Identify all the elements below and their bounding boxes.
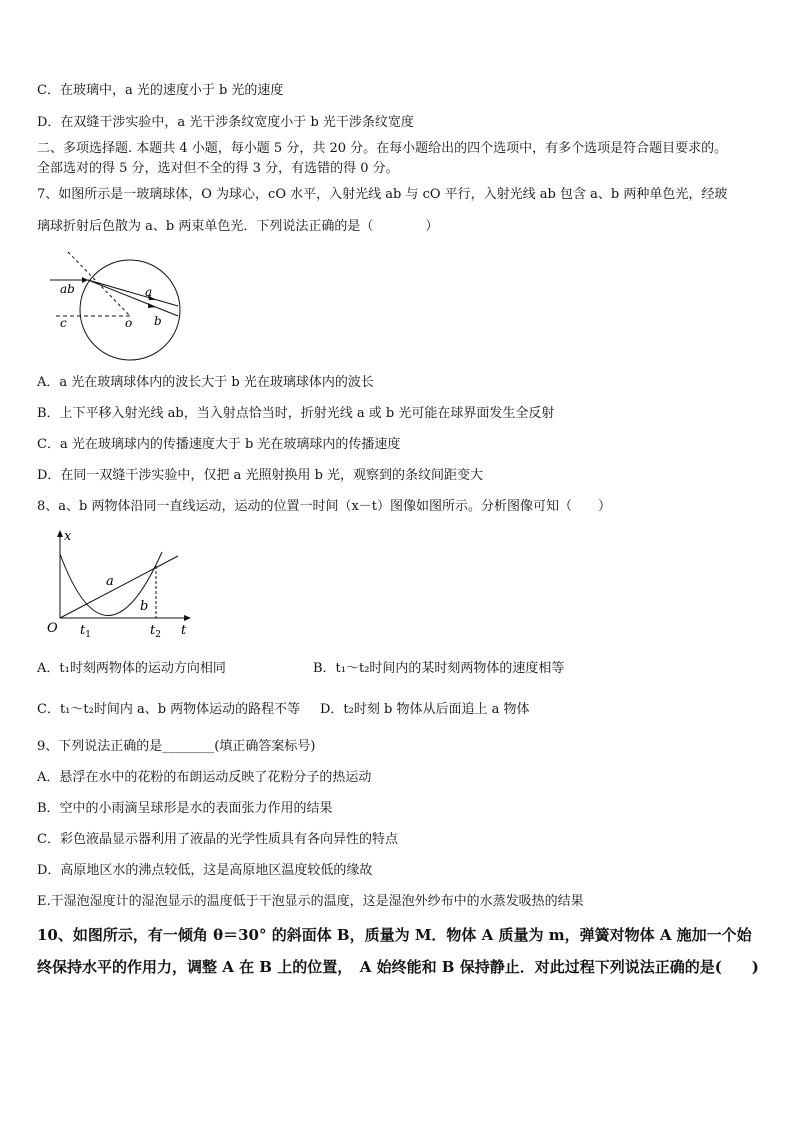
tick-t2: $t_2$ bbox=[150, 623, 161, 640]
y-axis-arrow bbox=[57, 530, 63, 537]
q9-option-b: B．空中的小雨滴呈球形是水的表面张力作用的结果 bbox=[37, 801, 333, 816]
q8-option-a: A．t₁时刻两物体的运动方向相同 bbox=[37, 661, 226, 676]
glass-sphere-circle bbox=[80, 260, 180, 360]
q10-stem-line1: 10、如图所示，有一倾角 θ＝30° 的斜面体 B，质量为 M．物体 A 质量为 m，弹簧对物体 A 施加一个始 bbox=[37, 926, 752, 944]
q7-option-d: D．在同一双缝干涉实验中，仅把 a 光照射换用 b 光，观察到的条纹间距变大 bbox=[37, 468, 484, 483]
label-o: o bbox=[125, 316, 133, 330]
label-b: b bbox=[140, 599, 149, 614]
q10-stem-line2: 终保持水平的作用力，调整 A 在 B 上的位置， A 始终能和 B 保持静止．对此过程下列说法正确的是( ) bbox=[37, 958, 759, 976]
q7-stem-line2: 璃球折射后色散为 a、b 两束单色光．下列说法正确的是（ ） bbox=[37, 219, 439, 234]
label-c: c bbox=[60, 316, 67, 330]
section2-header-line1: 二、多项选择题. 本题共 4 小题，每小题 5 分，共 20 分。在每小题给出的四个选项中，有多个选项是符合题目要求的。 bbox=[37, 141, 728, 156]
q7-option-a: A．a 光在玻璃球体内的波长大于 b 光在玻璃球体内的波长 bbox=[37, 375, 374, 390]
t-axis-arrow bbox=[184, 615, 191, 621]
q8-option-c: C．t₁～t₂时间内 a、b 两物体运动的路程不等 bbox=[37, 702, 301, 717]
section2-header-line2: 全部选对的得 5 分，选对但不全的得 3 分，有选错的得 0 分。 bbox=[37, 161, 399, 176]
q6-option-d: D．在双缝干涉实验中，a 光干涉条纹宽度小于 b 光干涉条纹宽度 bbox=[37, 115, 414, 130]
q9-option-c: C．彩色液晶显示器利用了液晶的光学性质具有各向异性的特点 bbox=[37, 832, 398, 847]
incident-ray-arrow bbox=[82, 277, 88, 283]
tick-t1: $t_1$ bbox=[80, 623, 91, 640]
q7-option-c: C．a 光在玻璃球内的传播速度大于 b 光在玻璃球内的传播速度 bbox=[37, 437, 401, 452]
q9-stem: 9、下列说法正确的是________(填正确答案标号) bbox=[37, 739, 316, 754]
refracted-ray-a bbox=[88, 280, 178, 306]
refracted-ray-b bbox=[88, 280, 178, 316]
label-a: a bbox=[145, 285, 153, 299]
q9-option-a: A．悬浮在水中的花粉的布朗运动反映了花粉分子的热运动 bbox=[37, 770, 372, 785]
label-a: a bbox=[106, 574, 114, 589]
axis-label-x: x bbox=[64, 529, 72, 544]
q8-option-b: B．t₁～t₂时间内的某时刻两物体的速度相等 bbox=[313, 661, 565, 676]
q9-option-e: E.干湿泡湿度计的湿泡显示的温度低于干泡显示的温度，这是湿泡外纱布中的水蒸发吸热的结果 bbox=[37, 894, 584, 909]
q9-option-d: D．高原地区水的沸点较低，这是高原地区温度较低的缘故 bbox=[37, 863, 373, 878]
origin-label: O bbox=[47, 621, 58, 636]
q7-stem-line1: 7、如图所示是一玻璃球体，O 为球心，cO 水平，入射光线 ab 与 cO 平行，入射光线 ab 包含 a、b 两种单色光，经玻 bbox=[37, 187, 728, 202]
q6-option-c: C．在玻璃中，a 光的速度小于 b 光的速度 bbox=[37, 83, 284, 98]
line-a bbox=[60, 556, 178, 618]
label-b: b bbox=[154, 314, 162, 328]
q7-option-b: B．上下平移入射光线 ab，当入射点恰当时，折射光线 a 或 b 光可能在球界面发生全反射 bbox=[37, 406, 555, 421]
axis-label-t: t bbox=[181, 623, 187, 638]
q8-option-d: D．t₂时刻 b 物体从后面追上 a 物体 bbox=[320, 702, 530, 717]
q8-stem: 8、a、b 两物体沿同一直线运动，运动的位置一时间（x－t）图像如图所示。分析图像可知（ ） bbox=[37, 499, 612, 514]
q7-glass-sphere-figure bbox=[48, 250, 198, 370]
q8-xt-graph bbox=[44, 528, 204, 644]
label-ab: ab bbox=[60, 282, 75, 296]
